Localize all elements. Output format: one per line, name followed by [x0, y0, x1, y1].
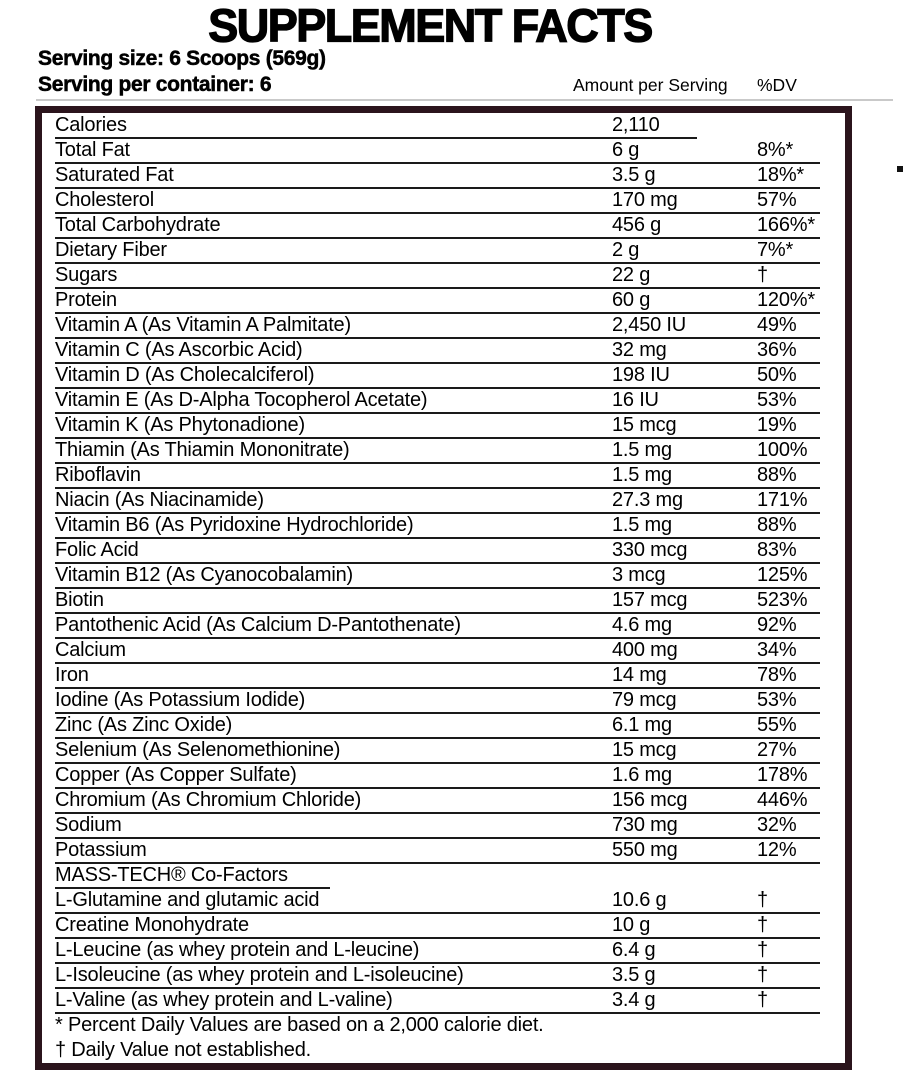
nutrient-name: Saturated Fat: [55, 164, 174, 186]
nutrient-amount: 6.4 g: [612, 939, 656, 961]
nutrient-amount: 3.5 g: [612, 964, 656, 986]
nutrient-name: L-Leucine (as whey protein and L-leucine): [55, 939, 420, 961]
nutrient-dv: 27%: [757, 739, 797, 761]
nutrient-dv: 18%*: [757, 164, 805, 186]
section-header-row: [55, 863, 832, 888]
nutrient-name: Creatine Monohydrate: [55, 914, 249, 936]
nutrient-amount: 15 mcg: [612, 739, 677, 761]
nutrient-amount: 16 IU: [612, 389, 659, 411]
table-row: [55, 563, 832, 588]
nutrient-amount: 170 mg: [612, 189, 678, 211]
nutrient-amount: 60 g: [612, 289, 651, 311]
nutrient-name: Vitamin A (As Vitamin A Palmitate): [55, 314, 351, 336]
section-title: MASS-TECH® Co-Factors: [55, 863, 330, 889]
table-row: [55, 963, 832, 988]
nutrient-dv: 83%: [757, 539, 797, 561]
nutrient-dv: 55%: [757, 714, 797, 736]
nutrient-name: Vitamin B12 (As Cyanocobalamin): [55, 564, 354, 586]
nutrient-name: Iron: [55, 664, 89, 686]
nutrient-amount: 550 mg: [612, 839, 678, 861]
nutrient-dv: 53%: [757, 689, 797, 711]
nutrient-amount: 157 mcg: [612, 589, 688, 611]
table-row: [55, 113, 832, 138]
table-row: [55, 238, 832, 263]
nutrient-dv: 34%: [757, 639, 797, 661]
nutrient-name: Vitamin E (As D-Alpha Tocopherol Acetate): [55, 389, 428, 411]
table-row: [55, 788, 832, 813]
table-row: [55, 513, 832, 538]
nutrient-dv: [754, 113, 832, 139]
nutrient-name: Vitamin C (As Ascorbic Acid): [55, 339, 303, 361]
nutrient-dv: †: [757, 989, 768, 1011]
nutrient-dv: 32%: [757, 814, 797, 836]
nutrient-name: Total Fat: [55, 139, 130, 161]
nutrient-amount: 400 mg: [612, 639, 678, 661]
table-row: [55, 188, 832, 213]
nutrient-name: Vitamin D (As Cholecalciferol): [55, 364, 315, 386]
nutrient-dv: 50%: [757, 364, 797, 386]
servings-per-container-value: 6: [259, 73, 272, 96]
dv-column-header: %DV: [757, 75, 797, 95]
nutrient-name: Niacin (As Niacinamide): [55, 489, 264, 511]
nutrient-name: Zinc (As Zinc Oxide): [55, 714, 233, 736]
nutrient-amount: 456 g: [612, 214, 662, 236]
nutrient-dv: 57%: [757, 189, 797, 211]
nutrient-dv: 166%*: [757, 214, 815, 236]
page-title: SUPPLEMENT FACTS: [208, 0, 652, 53]
nutrient-name: Pantothenic Acid (As Calcium D-Pantothenate): [55, 614, 461, 636]
table-row: [55, 488, 832, 513]
table-row: [55, 163, 832, 188]
table-row: [55, 413, 832, 438]
table-row: [55, 263, 832, 288]
table-row: [55, 438, 832, 463]
nutrient-amount: 3.4 g: [612, 989, 656, 1011]
nutrient-amount: 27.3 mg: [612, 489, 683, 511]
nutrient-name: Chromium (As Chromium Chloride): [55, 789, 362, 811]
nutrient-name: Sodium: [55, 814, 122, 836]
table-row: [55, 138, 832, 163]
facts-rows: [55, 113, 832, 1013]
facts-table: [35, 106, 852, 1070]
nutrient-name: Calories: [55, 114, 127, 136]
nutrient-amount: 79 mcg: [612, 689, 677, 711]
nutrient-dv: 120%*: [757, 289, 815, 311]
table-row: [55, 213, 832, 238]
nutrient-dv: †: [757, 889, 768, 911]
servings-per-container-line: [38, 73, 271, 97]
nutrient-dv: 178%: [757, 764, 808, 786]
serving-size-value: 6 Scoops (569g): [169, 47, 326, 70]
nutrient-amount: 2 g: [612, 239, 640, 261]
nutrient-name: Riboflavin: [55, 464, 141, 486]
nutrient-amount: 10.6 g: [612, 889, 667, 911]
nutrient-dv: 36%: [757, 339, 797, 361]
nutrient-dv: †: [757, 964, 768, 986]
table-row: [55, 738, 832, 763]
nutrient-dv: 53%: [757, 389, 797, 411]
nutrient-name: Selenium (As Selenomethionine): [55, 739, 341, 761]
nutrient-name: Potassium: [55, 839, 147, 861]
nutrient-name: Vitamin K (As Phytonadione): [55, 414, 305, 436]
nutrient-dv: 171%: [757, 489, 808, 511]
table-row: [55, 388, 832, 413]
table-row: [55, 613, 832, 638]
nutrient-amount: 14 mg: [612, 664, 667, 686]
nutrient-dv: 12%: [757, 839, 797, 861]
nutrient-amount: 730 mg: [612, 814, 678, 836]
nutrient-amount: 2,450 IU: [612, 314, 687, 336]
nutrient-amount: 330 mcg: [612, 539, 688, 561]
nutrient-amount: 156 mcg: [612, 789, 688, 811]
nutrient-name: L-Glutamine and glutamic acid: [55, 889, 320, 911]
nutrient-amount: 15 mcg: [612, 414, 677, 436]
table-row: [55, 463, 832, 488]
nutrient-amount: 22 g: [612, 264, 651, 286]
table-row: [55, 663, 832, 688]
table-row: [55, 638, 832, 663]
table-row: [55, 338, 832, 363]
nutrient-dv: 100%: [757, 439, 808, 461]
nutrient-dv: 7%*: [757, 239, 794, 261]
serving-size-line: [38, 47, 326, 71]
nutrient-amount: 32 mg: [612, 339, 667, 361]
nutrient-amount: 198 IU: [612, 364, 670, 386]
table-row: [55, 313, 832, 338]
nutrient-name: Dietary Fiber: [55, 239, 167, 261]
nutrient-dv: 78%: [757, 664, 797, 686]
nutrient-name: Iodine (As Potassium Iodide): [55, 689, 306, 711]
nutrient-dv: †: [757, 939, 768, 961]
nutrient-dv: †: [757, 264, 768, 286]
nutrient-amount: 2,110: [612, 114, 660, 136]
nutrient-amount: 3.5 g: [612, 164, 656, 186]
stray-dot: [897, 166, 903, 172]
table-row: [55, 888, 832, 913]
footnote-line: * Percent Daily Values are based on a 2,000 calorie diet.: [55, 1014, 544, 1036]
nutrient-name: Protein: [55, 289, 117, 311]
table-row: [55, 688, 832, 713]
table-row: [55, 938, 832, 963]
nutrient-dv: 446%: [757, 789, 808, 811]
table-row: [55, 713, 832, 738]
table-row: [55, 363, 832, 388]
nutrient-dv: 88%: [757, 514, 797, 536]
header-divider-rule: [36, 99, 893, 101]
nutrient-amount: 6.1 mg: [612, 714, 672, 736]
nutrient-amount: 3 mcg: [612, 564, 666, 586]
nutrient-dv: 92%: [757, 614, 797, 636]
nutrient-amount: 1.5 mg: [612, 514, 672, 536]
nutrient-amount: 6 g: [612, 139, 640, 161]
nutrient-name: L-Valine (as whey protein and L-valine): [55, 989, 393, 1011]
nutrient-name: Total Carbohydrate: [55, 214, 221, 236]
table-row: [55, 588, 832, 613]
footnotes: [55, 1013, 832, 1063]
footnote-line: † Daily Value not established.: [55, 1039, 312, 1061]
table-row: [55, 988, 832, 1013]
nutrient-name: Cholesterol: [55, 189, 154, 211]
nutrient-dv: 19%: [757, 414, 797, 436]
nutrient-name: Thiamin (As Thiamin Mononitrate): [55, 439, 350, 461]
nutrient-name: Calcium: [55, 639, 126, 661]
nutrient-dv: 523%: [757, 589, 808, 611]
nutrient-amount: 1.5 mg: [612, 464, 672, 486]
nutrient-amount: 1.5 mg: [612, 439, 672, 461]
nutrient-dv: 49%: [757, 314, 797, 336]
nutrient-name: Sugars: [55, 264, 118, 286]
amount-per-serving-column-header: Amount per Serving: [573, 75, 728, 95]
table-row: [55, 913, 832, 938]
nutrient-name: Folic Acid: [55, 539, 139, 561]
serving-size-label: Serving size:: [38, 47, 164, 70]
nutrient-dv: †: [757, 914, 768, 936]
nutrient-dv: 125%: [757, 564, 808, 586]
table-row: [55, 813, 832, 838]
table-row: [55, 838, 832, 863]
table-row: [55, 288, 832, 313]
nutrient-amount: 10 g: [612, 914, 651, 936]
nutrient-dv: 88%: [757, 464, 797, 486]
nutrient-amount: 1.6 mg: [612, 764, 672, 786]
table-row: [55, 763, 832, 788]
nutrient-dv: 8%*: [757, 139, 794, 161]
nutrient-name: Copper (As Copper Sulfate): [55, 764, 297, 786]
nutrient-amount: 4.6 mg: [612, 614, 672, 636]
table-row: [55, 538, 832, 563]
nutrient-name: Vitamin B6 (As Pyridoxine Hydrochloride): [55, 514, 414, 536]
servings-per-container-label: Serving per container:: [38, 73, 255, 96]
nutrient-name: L-Isoleucine (as whey protein and L-isoleucine): [55, 964, 464, 986]
nutrient-name: Biotin: [55, 589, 104, 611]
